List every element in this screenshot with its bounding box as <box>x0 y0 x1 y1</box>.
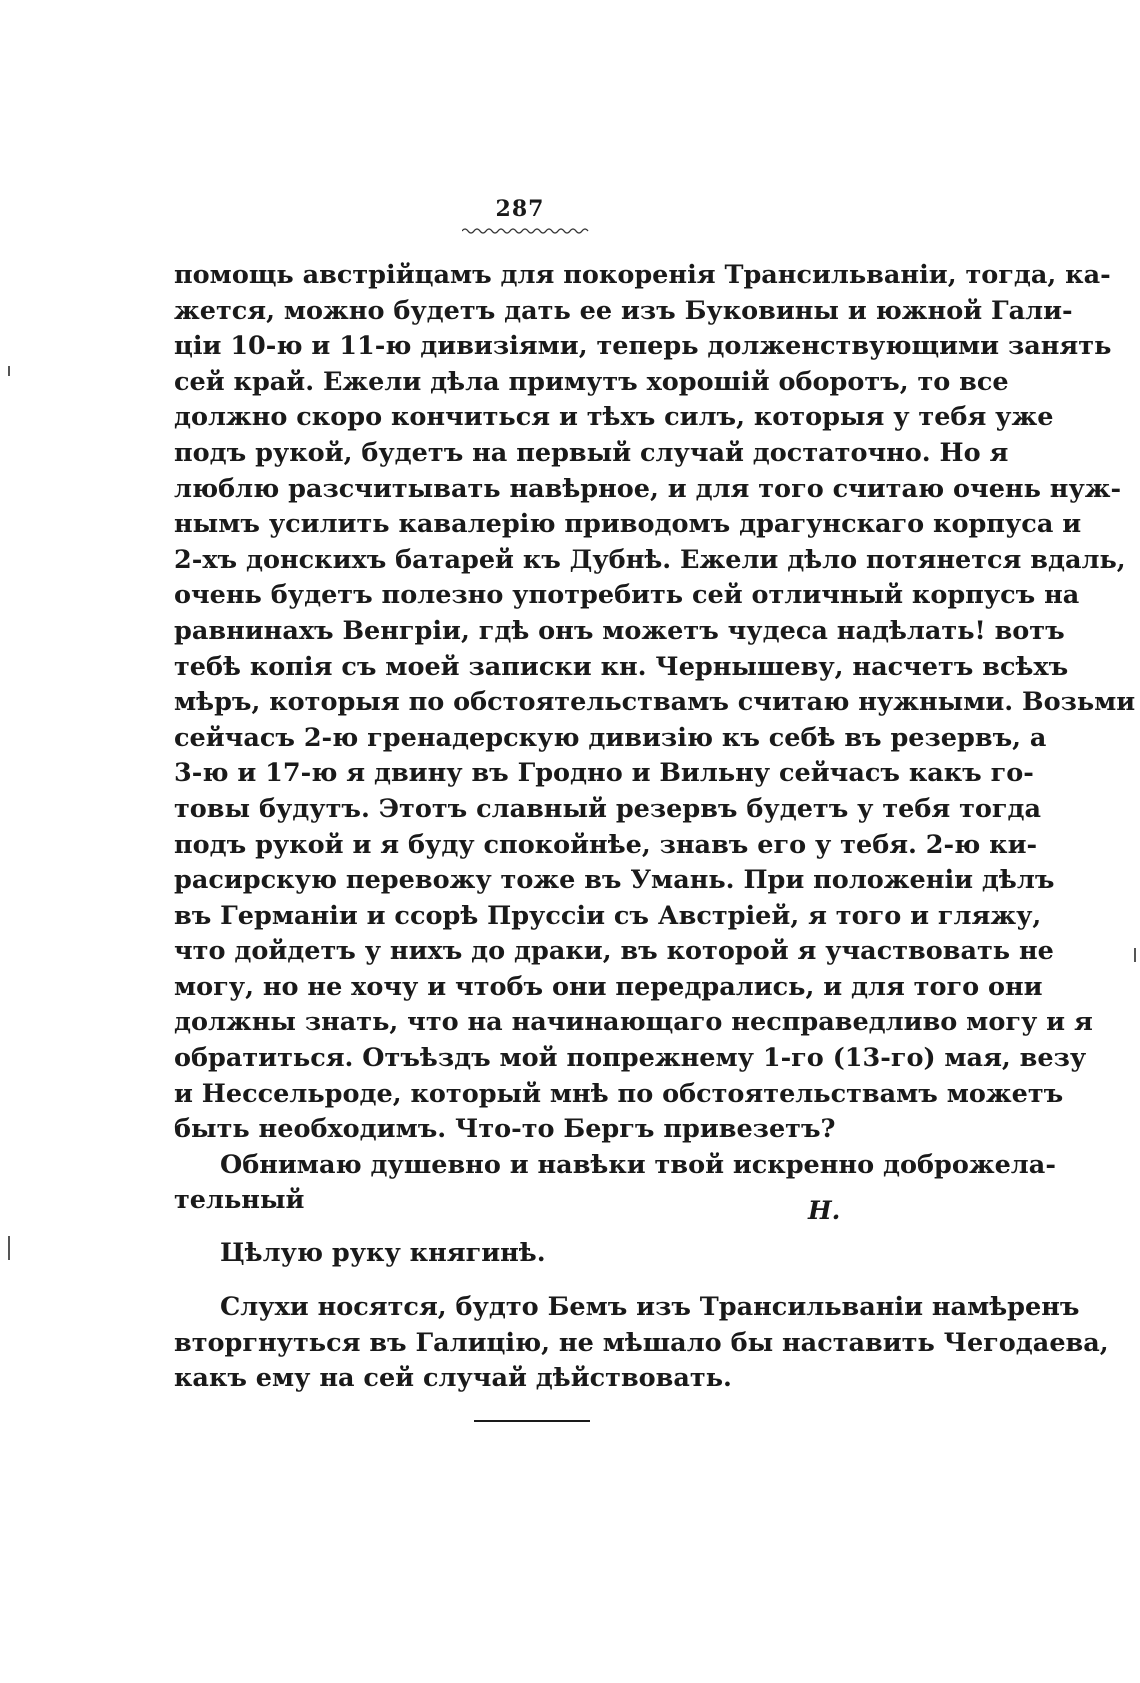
text-line: расирскую перевожу тоже въ Умань. При положеніи дѣлъ <box>174 865 1055 896</box>
text-line: что дойдетъ у нихъ до драки, въ которой я участвовать не <box>174 936 1054 967</box>
text-line: сейчасъ 2-ю гренадерскую дивизію къ себѣ въ резервъ, а <box>174 722 1047 753</box>
closing-line: тельный <box>174 1185 305 1216</box>
postscript-line: какъ ему на сей случай дѣйствовать. <box>174 1363 732 1394</box>
text-line: тебѣ копія съ моей записки кн. Чернышеву, насчетъ всѣхъ <box>174 651 1069 682</box>
text-line: 3-ю и 17-ю я двину въ Гродно и Вильну сейчасъ какъ го- <box>174 758 1034 789</box>
text-line: нымъ усилить кавалерію приводомъ драгунскаго корпуса и <box>174 509 1082 540</box>
text-line: и Нессельроде, который мнѣ по обстоятельствамъ можетъ <box>174 1078 1064 1109</box>
margin-mark <box>8 366 10 376</box>
postscript-line: вторгнуться въ Галицію, не мѣшало бы наставить Чегодаева, <box>174 1327 1109 1358</box>
text-line: ціи 10-ю и 11-ю дивизіями, теперь долженствующими занять <box>174 331 1112 362</box>
text-line: жется, можно будетъ дать ее изъ Буковины и южной Гали- <box>174 295 1073 326</box>
text-line: товы будутъ. Этотъ славный резервъ будетъ у тебя тогда <box>174 793 1042 824</box>
text-line: очень будетъ полезно употребить сей отличный корпусъ на <box>174 580 1080 611</box>
text-line: люблю разсчитывать навѣрное, и для того считаю очень нуж- <box>174 473 1122 504</box>
text-line: въ Германіи и ссорѣ Пруссіи съ Австріей, я того и гляжу, <box>174 900 1042 931</box>
text-line: 2-хъ донскихъ батарей къ Дубнѣ. Ежели дѣло потянется вдаль, <box>174 544 1126 575</box>
page-number: 287 <box>495 196 545 222</box>
text-line: сей край. Ежели дѣла примутъ хорошій оборотъ, то все <box>174 366 1009 397</box>
end-divider <box>474 1420 590 1422</box>
postscript-note <box>174 1290 1109 1397</box>
text-line: обратиться. Отъѣздъ мой попрежнему 1-го (13-го) мая, везу <box>174 1043 1087 1074</box>
text-line: подъ рукой, будетъ на первый случай достаточно. Но я <box>174 437 1009 468</box>
closing-line: Обнимаю душевно и навѣки твой искренно доброжела- <box>220 1149 1056 1180</box>
text-line: быть необходимъ. Что-то Бергъ привезетъ? <box>174 1114 836 1145</box>
text-line: могу, но не хочу и чтобъ они передрались, и для того они <box>174 971 1043 1002</box>
text-line: равнинахъ Венгріи, гдѣ онъ можетъ чудеса надѣлать! вотъ <box>174 615 1065 646</box>
wavy-ornament-rule <box>462 226 592 236</box>
letter-body <box>174 258 1136 1219</box>
margin-mark <box>1134 948 1136 962</box>
text-line: мѣръ, которыя по обстоятельствамъ считаю нужными. Возьми <box>174 687 1136 718</box>
text-line: должно скоро кончиться и тѣхъ силъ, которыя у тебя уже <box>174 402 1054 433</box>
signature: Н. <box>808 1196 841 1225</box>
postscript-greeting: Цѣлую руку княгинѣ. <box>220 1238 546 1268</box>
text-line: должны знать, что на начинающаго несправедливо могу и я <box>174 1007 1093 1038</box>
text-line: помощь австрійцамъ для покоренія Трансильваніи, тогда, ка- <box>174 260 1111 290</box>
postscript-line: Слухи носятся, будто Бемъ изъ Трансильваніи намѣренъ <box>220 1292 1080 1322</box>
text-line: подъ рукой и я буду спокойнѣе, знавъ его у тебя. 2-ю ки- <box>174 829 1038 860</box>
margin-mark <box>8 1236 10 1260</box>
